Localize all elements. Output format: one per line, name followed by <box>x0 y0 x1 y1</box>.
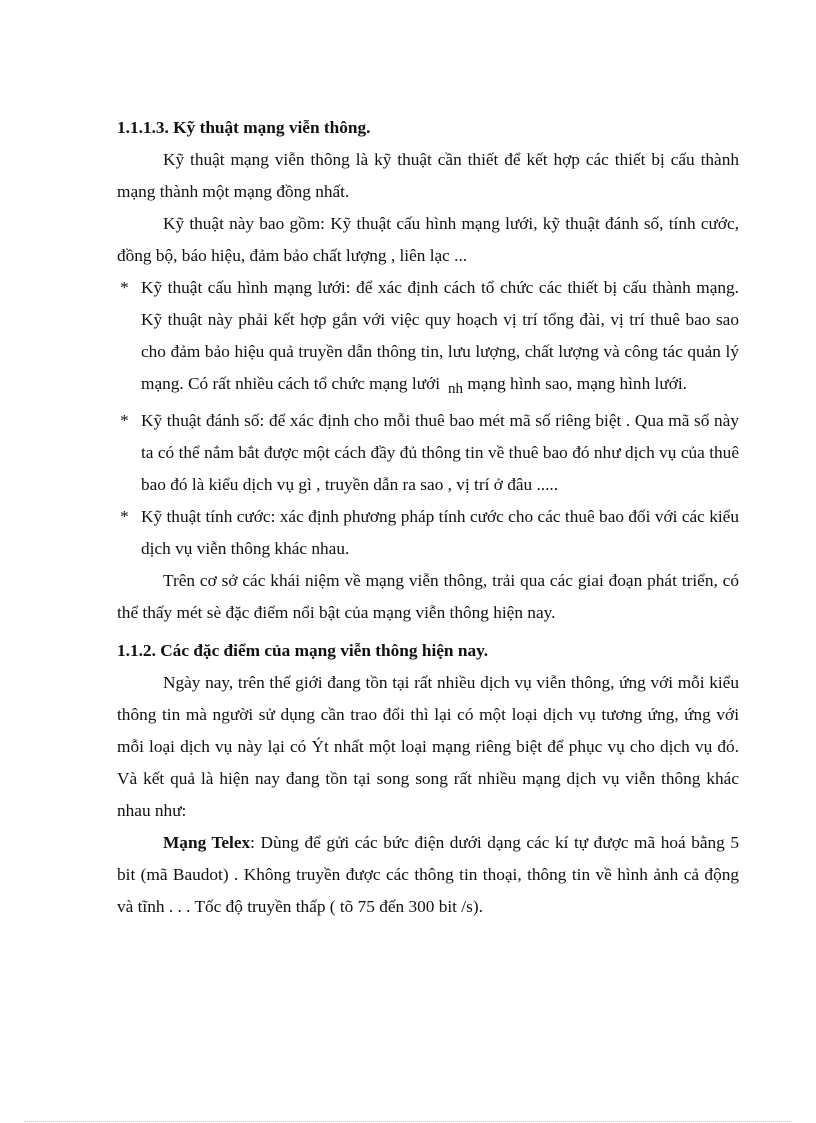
bullet-text: Kỹ thuật đánh số: để xác định cho mỗi thuê bao mét mã số riêng biệt . Qua mã số này ta có thể nắm bắt được một cách đầy đủ thông tin về thuê bao đó như dịch vụ của thuê bao đó là kiểu dịch vụ gì , truyền dẫn ra sao , vị trí ở đâu ..... <box>141 411 739 494</box>
page-bottom-divider <box>24 1121 792 1122</box>
paragraph-telex <box>117 827 739 923</box>
bullet-text: Kỹ thuật cấu hình mạng lưới: để xác định cách tổ chức các thiết bị cấu thành mạng. Kỹ thuật này phải kết hợp gắn với việc quy hoạch vị trí tổng đài, vị trí thuê bao sao cho đảm bảo hiệu quả truyền dẫn thông tin, lưu lượng, chất lượng và công tác quản lý mạng. Có rất nhiều cách tổ chức mạng lưới <box>141 278 739 393</box>
bullet-mark: * <box>120 411 129 430</box>
bullet-item <box>117 405 739 501</box>
telex-label: Mạng Telex <box>163 833 251 852</box>
bullet-mark: * <box>120 507 129 526</box>
section-heading-112: 1.1.2. Các đặc điểm của mạng viễn thông hiện nay. <box>117 641 489 660</box>
bullet-item <box>117 501 739 565</box>
telex-text: : Dùng để gửi các bức điện dưới dạng các kí tự được mã hoá bằng 5 bit (mã Baudot) . Không truyền được các thông tin thoại, thông tin về hình ảnh cả động và tĩnh . . . Tốc độ truyền thấp ( tõ 75 đến 300 bit /s). <box>117 833 739 916</box>
paragraph: Ngày nay, trên thế giới đang tồn tại rất nhiều dịch vụ viễn thông, ứng với mỗi kiểu thông tin mà người sử dụng cần trao đổi thì lại có một loại dịch vụ tương ứng, ứng với mỗi loại dịch vụ này lại có Ýt nhất một loại mạng riêng biệt để phục vụ cho dịch vụ đó. Và kết quả là hiện nay đang tồn tại song song rất nhiều mạng dịch vụ viễn thông khác nhau như: <box>117 673 739 820</box>
bullet-mark: * <box>120 278 129 297</box>
bullet-item <box>117 272 739 405</box>
bullet-text: Kỹ thuật tính cước: xác định phương pháp tính cước cho các thuê bao đối với các kiểu dịch vụ viễn thông khác nhau. <box>141 507 739 558</box>
paragraph: Kỹ thuật mạng viễn thông là kỹ thuật cần thiết để kết hợp các thiết bị cấu thành mạng thành một mạng đồng nhất. <box>117 150 739 201</box>
page-content <box>117 112 739 923</box>
paragraph: Kỹ thuật này bao gồm: Kỹ thuật cấu hình mạng lưới, kỹ thuật đánh số, tính cước, đồng bộ, báo hiệu, đảm bảo chất lượng , liên lạc ... <box>117 214 739 265</box>
bullet-text-tail: mạng hình sao, mạng hình lưới. <box>467 374 687 393</box>
section-heading-1113: 1.1.1.3. Kỹ thuật mạng viễn thông. <box>117 118 371 137</box>
bullet-fragment: nh <box>448 381 464 397</box>
paragraph: Trên cơ sở các khái niệm về mạng viễn thông, trải qua các giai đoạn phát triển, có thể thấy mét sè đặc điểm nổi bật của mạng viễn thông hiện nay. <box>117 571 739 622</box>
